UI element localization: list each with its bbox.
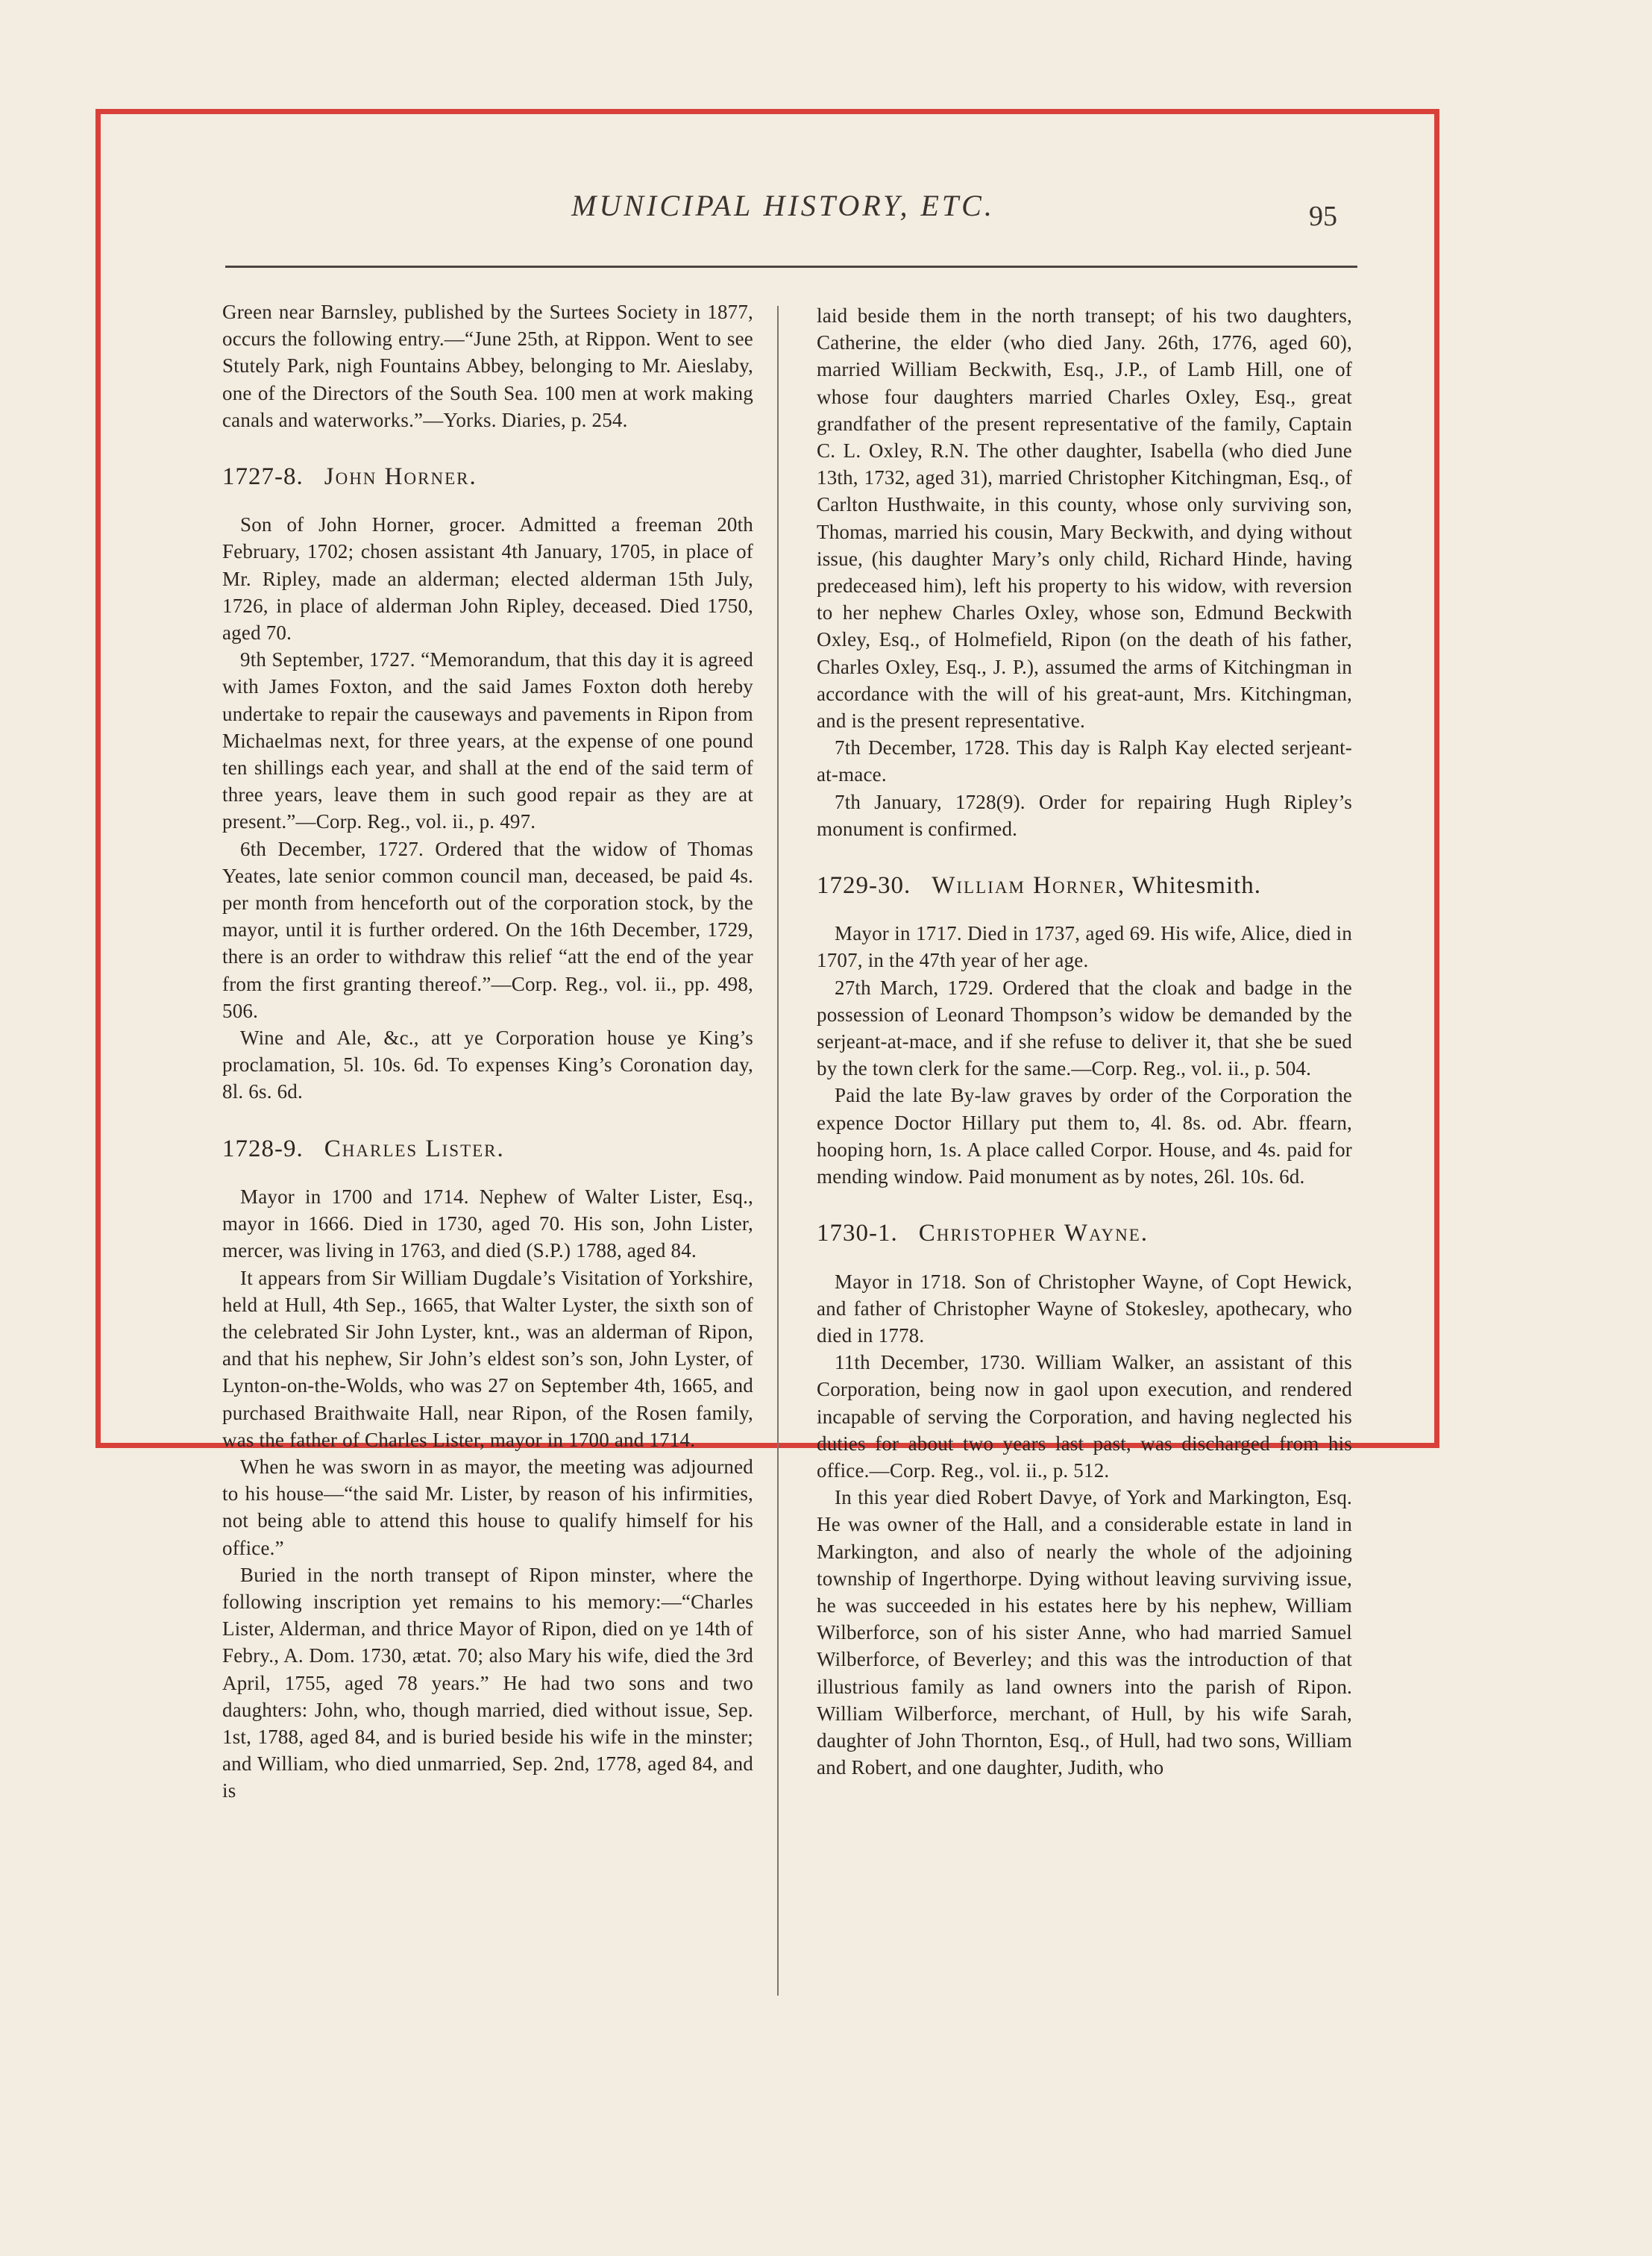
entry-heading-christopher-wayne (817, 1220, 1352, 1247)
running-title: MUNICIPAL HISTORY, ETC. (571, 189, 995, 222)
entry-name: Christopher Wayne. (918, 1220, 1149, 1247)
paragraph: laid beside them in the north transept; of his two daughters, Catherine, the elder (who died Jany. 26th, 1776, aged 60), married William Beckwith, Esq., J.P., of Lamb Hill, one of whose four daughters married Charles Oxley, Esq., great grandfather of the present representative of the family, Captain C. L. Oxley, R.N. The other daughter, Isabella (who died June 13th, 1732, aged 31), married Christopher Kitchingman, Esq., of Carlton Husthwaite, in this county, whose only surviving son, Thomas, married his cousin, Mary Beckwith, and dying without issue, (his daughter Mary’s only child, Richard Hinde, having predeceased him), left his property to his widow, with reversion to her nephew Charles Oxley, whose son, Edmund Beckwith Oxley, Esq., of Holmefield, Ripon (on the death of his father, Charles Oxley, Esq., J. P.), assumed the arms of Kitchingman in accordance with the will of his great-aunt, Mrs. Kitchingman, and is the present representative. (817, 304, 1352, 733)
paragraph: It appears from Sir William Dugdale’s Visitation of Yorkshire, held at Hull, 4th Sep., 1665, that Walter Lyster, the sixth son of the celebrated Sir John Lyster, knt., was an alderman of Ripon, and that his nephew, Sir John’s eldest son’s son, John Lyster, of Lynton-on-the-Wolds, who was 27 on September 4th, 1665, and purchased Braithwaite Hall, near Ripon, of the Rosen family, was the father of Charles Lister, mayor in 1700 and 1714. (222, 1266, 753, 1451)
entry-heading-john-horner (222, 463, 753, 490)
paragraph: 9th September, 1727. “Memorandum, that this day it is agreed with James Foxton, and the said James Foxton doth hereby undertake to repair the causeways and pavements in Ripon from Michaelmas next, for three years, at the expense of one pound ten shillings each year, and shall at the end of the said term of three years, leave them in such good repair as they are at present.”—Corp. Reg., vol. ii., p. 497. (222, 648, 753, 833)
entry-trade: Whitesmith. (1131, 872, 1262, 900)
right-column (817, 302, 1352, 1781)
entry-heading-charles-lister (222, 1135, 753, 1162)
paragraph: 7th January, 1728(9). Order for repairing Hugh Ripley’s monument is confirmed. (817, 790, 1352, 840)
left-column (222, 298, 753, 1805)
entry-years: 1727-8. (222, 463, 304, 491)
paragraph: Buried in the north transept of Ripon minster, where the following inscription yet remains to his memory:—“Charles Lister, Alderman, and thrice Mayor of Ripon, died on ye 14th of Febry., A. Dom. 1730, ætat. 70; also Mary his wife, died the 3rd April, 1755, aged 78 years.” He had two sons and two daughters: John, who, though married, died without issue, Sep. 1st, 1788, aged 84, and is buried beside his wife in the minster; and William, who died unmarried, Sep. 2nd, 1778, aged 84, and is (222, 1563, 753, 1802)
paragraph: 6th December, 1727. Ordered that the widow of Thomas Yeates, late senior common council man, deceased, be paid 4s. per month from henceforth out of the corporation stock, by the mayor, until it is further ordered. On the 16th December, 1729, there is an order to withdraw this relief “att the end of the year from the first granting thereof.”—Corp. Reg., vol. ii., pp. 498, 506. (222, 837, 753, 1022)
header-rule (225, 266, 1357, 268)
paragraph: In this year died Robert Davye, of York and Markington, Esq. He was owner of the Hall, and a considerable estate in land in Markington, and also of nearly the whole of the adjoining township of Ingerthorpe. Dying without leaving surviving issue, he was succeeded in his estates here by his nephew, William Wilberforce, son of his sister Anne, who had married Samuel Wilberforce, of Beverley; and this was the introduction of that illustrious family as land owners into the parish of Ripon. William Wilberforce, merchant, of Hull, by his wife Sarah, daughter of John Thornton, Esq., of Hull, had two sons, William and Robert, and one daughter, Judith, who (817, 1486, 1352, 1779)
paragraph: Green near Barnsley, published by the Surtees Society in 1877, occurs the following entry.—“June 25th, at Rippon. Went to see Stutely Park, nigh Fountains Abbey, belonging to Mr. Aieslaby, one of the Directors of the South Sea. 100 men at work making canals and waterworks.”—Yorks. Diaries, p. 254. (222, 301, 753, 431)
entry-name: John Horner. (324, 463, 477, 491)
paragraph: Wine and Ale, &c., att ye Corporation house ye King’s proclamation, 5l. 10s. 6d. To expenses King’s Coronation day, 8l. 6s. 6d. (222, 1027, 753, 1103)
entry-name: Charles Lister. (324, 1135, 505, 1162)
paragraph: 7th December, 1728. This day is Ralph Kay elected serjeant-at-mace. (817, 736, 1352, 786)
entry-name: William Horner, (932, 872, 1126, 900)
paragraph: Paid the late By-law graves by order of the Corporation the expence Doctor Hillary put them to, 4l. 8s. od. Abr. ffearn, hooping horn, 1s. A place called Corpor. House, and 4s. paid for mending window. Paid monument as by notes, 26l. 10s. 6d. (817, 1084, 1352, 1188)
page-number: 95 (1309, 201, 1337, 232)
paragraph: Son of John Horner, grocer. Admitted a freeman 20th February, 1702; chosen assistant 4th January, 1705, in place of Mr. Ripley, made an alderman; elected alderman 15th July, 1726, in place of alderman John Ripley, deceased. Died 1750, aged 70. (222, 513, 753, 645)
entry-years: 1729-30. (817, 872, 911, 900)
entry-heading-william-horner (817, 872, 1352, 899)
paragraph: Mayor in 1717. Died in 1737, aged 69. His wife, Alice, died in 1707, in the 47th year of her age. (817, 922, 1352, 972)
paragraph: Mayor in 1700 and 1714. Nephew of Walter Lister, Esq., mayor in 1666. Died in 1730, aged 70. His son, John Lister, mercer, was living in 1763, and died (S.P.) 1788, aged 84. (222, 1185, 753, 1262)
paragraph: Mayor in 1718. Son of Christopher Wayne, of Copt Hewick, and father of Christopher Wayne of Stokesley, apothecary, who died in 1778. (817, 1270, 1352, 1347)
paragraph: 27th March, 1729. Ordered that the cloak and badge in the possession of Leonard Thompson’s widow be demanded by the serjeant-at-mace, and if she refuse to deliver it, that she be sued by the town clerk for the same.—Corp. Reg., vol. ii., p. 504. (817, 976, 1352, 1080)
paragraph: 11th December, 1730. William Walker, an assistant of this Corporation, being now in gaol upon execution, and rendered incapable of serving the Corporation, and having neglected his duties for about two years last past, was discharged from his office.—Corp. Reg., vol. ii., p. 512. (817, 1351, 1352, 1482)
entry-years: 1728-9. (222, 1135, 304, 1162)
column-divider (777, 306, 779, 1996)
entry-years: 1730-1. (817, 1220, 898, 1247)
paragraph: When he was sworn in as mayor, the meeting was adjourned to his house—“the said Mr. Lister, by reason of his infirmities, not being able to attend this house to qualify himself for his office.” (222, 1455, 753, 1559)
